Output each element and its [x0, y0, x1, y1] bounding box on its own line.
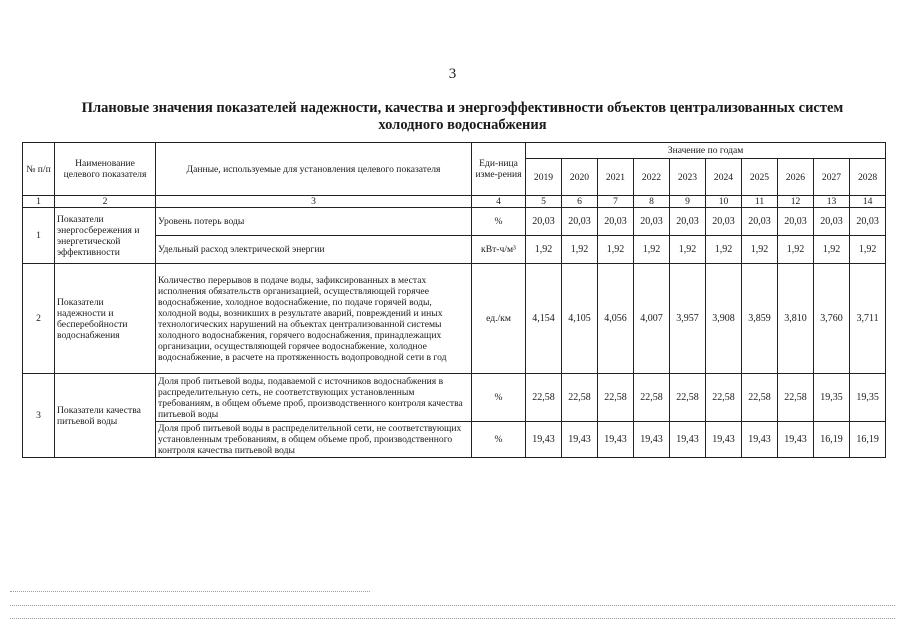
- indicator-unit: кВт-ч/м³: [472, 236, 526, 264]
- indicator-unit: %: [472, 208, 526, 236]
- indicator-data: Количество перерывов в подаче воды, зафиксированных в местах исполнения обязательств организацией, осуществляющей горячее водоснабжение, холодное водоснабжение, по подаче горячей воды, холодной воды, возникших в результате аварий, повреждений и иных технологических нарушений на объектах централизованной системы холодного водоснабжения, горячего водоснабжения, принадлежащих организации, осуществляющей горячее водоснабжение, холодное водоснабжение, в расчете на протяженность водопроводной сети в год: [156, 264, 472, 374]
- table-row: [23, 374, 886, 422]
- page-number: 3: [448, 66, 457, 82]
- value-cell: 22,58: [562, 374, 598, 422]
- value-cell: 20,03: [670, 208, 706, 236]
- column-index-cell: 8: [634, 196, 670, 208]
- value-cell: 19,43: [634, 422, 670, 458]
- indicators-table: [22, 142, 886, 458]
- table-body: [23, 196, 886, 458]
- value-cell: 4,007: [634, 264, 670, 374]
- value-cell: 4,056: [598, 264, 634, 374]
- value-cell: 22,58: [706, 374, 742, 422]
- value-cell: 1,92: [598, 236, 634, 264]
- indicator-name: Показатели надежности и бесперебойности водоснабжения: [55, 264, 156, 374]
- value-cell: 19,43: [526, 422, 562, 458]
- value-cell: 1,92: [706, 236, 742, 264]
- column-index-cell: 10: [706, 196, 742, 208]
- value-cell: 19,43: [598, 422, 634, 458]
- indicator-name: Показатели энергосбережения и энергетической эффективности: [55, 208, 156, 264]
- header-num: № п/п: [23, 143, 55, 196]
- header-year: 2019: [526, 159, 562, 196]
- column-index-cell: 7: [598, 196, 634, 208]
- indicator-data: Уровень потерь воды: [156, 208, 472, 236]
- value-cell: 19,43: [706, 422, 742, 458]
- value-cell: 22,58: [742, 374, 778, 422]
- value-cell: 4,154: [526, 264, 562, 374]
- value-cell: 3,908: [706, 264, 742, 374]
- header-values-by-year: Значение по годам: [526, 143, 886, 159]
- column-index-cell: 5: [526, 196, 562, 208]
- header-year: 2025: [742, 159, 778, 196]
- value-cell: 3,957: [670, 264, 706, 374]
- indicator-unit: %: [472, 422, 526, 458]
- indicator-data: Доля проб питьевой воды, подаваемой с источников водоснабжения в распределительную сеть, не соответствующих установленным требованиям, в общем объеме проб, производственного контроля качества питьевой воды: [156, 374, 472, 422]
- value-cell: 3,760: [814, 264, 850, 374]
- value-cell: 1,92: [814, 236, 850, 264]
- value-cell: 22,58: [526, 374, 562, 422]
- row-number: 2: [23, 264, 55, 374]
- header-year: 2026: [778, 159, 814, 196]
- header-year: 2028: [850, 159, 886, 196]
- value-cell: 1,92: [850, 236, 886, 264]
- column-index-cell: 3: [156, 196, 472, 208]
- row-number: 3: [23, 374, 55, 458]
- indicator-data: Доля проб питьевой воды в распределительной сети, не соответствующих установленным требованиям, в общем объеме проб, производственного контроля качества питьевой воды: [156, 422, 472, 458]
- value-cell: 20,03: [634, 208, 670, 236]
- scan-artifact-line: [10, 618, 895, 619]
- header-year: 2027: [814, 159, 850, 196]
- header-unit: Еди-ница изме-рения: [472, 143, 526, 196]
- table-row: [23, 264, 886, 374]
- column-index-cell: 4: [472, 196, 526, 208]
- value-cell: 20,03: [562, 208, 598, 236]
- value-cell: 20,03: [598, 208, 634, 236]
- column-index-row: [23, 196, 886, 208]
- indicator-data: Удельный расход электрической энергии: [156, 236, 472, 264]
- value-cell: 3,810: [778, 264, 814, 374]
- document-title: [30, 100, 895, 134]
- column-index-cell: 14: [850, 196, 886, 208]
- value-cell: 20,03: [526, 208, 562, 236]
- indicator-name: Показатели качества питьевой воды: [55, 374, 156, 458]
- header-year: 2024: [706, 159, 742, 196]
- value-cell: 1,92: [562, 236, 598, 264]
- title-line-1: Плановые значения показателей надежности, качества и энергоэффективности объектов централизованных систем: [81, 100, 844, 116]
- value-cell: 20,03: [850, 208, 886, 236]
- value-cell: 1,92: [634, 236, 670, 264]
- value-cell: 1,92: [670, 236, 706, 264]
- indicator-unit: %: [472, 374, 526, 422]
- column-index-cell: 2: [55, 196, 156, 208]
- value-cell: 20,03: [742, 208, 778, 236]
- header-data: Данные, используемые для установления целевого показателя: [156, 143, 472, 196]
- value-cell: 22,58: [778, 374, 814, 422]
- indicator-unit: ед./км: [472, 264, 526, 374]
- row-number: 1: [23, 208, 55, 264]
- column-index-cell: 6: [562, 196, 598, 208]
- value-cell: 19,43: [742, 422, 778, 458]
- value-cell: 20,03: [778, 208, 814, 236]
- value-cell: 19,35: [814, 374, 850, 422]
- value-cell: 20,03: [706, 208, 742, 236]
- value-cell: 3,859: [742, 264, 778, 374]
- column-index-cell: 13: [814, 196, 850, 208]
- header-year: 2021: [598, 159, 634, 196]
- title-line-2: холодного водоснабжения: [378, 117, 547, 133]
- header-indicator-name: Наименование целевого показателя: [55, 143, 156, 196]
- header-year: 2023: [670, 159, 706, 196]
- value-cell: 19,35: [850, 374, 886, 422]
- column-index-cell: 12: [778, 196, 814, 208]
- value-cell: 19,43: [562, 422, 598, 458]
- scan-artifact-line: [10, 605, 895, 606]
- value-cell: 1,92: [742, 236, 778, 264]
- column-index-cell: 1: [23, 196, 55, 208]
- value-cell: 20,03: [814, 208, 850, 236]
- value-cell: 4,105: [562, 264, 598, 374]
- column-index-cell: 11: [742, 196, 778, 208]
- header-year: 2022: [634, 159, 670, 196]
- value-cell: 1,92: [526, 236, 562, 264]
- value-cell: 16,19: [850, 422, 886, 458]
- value-cell: 22,58: [634, 374, 670, 422]
- value-cell: 22,58: [670, 374, 706, 422]
- value-cell: 3,711: [850, 264, 886, 374]
- header-year: 2020: [562, 159, 598, 196]
- value-cell: 19,43: [670, 422, 706, 458]
- value-cell: 19,43: [778, 422, 814, 458]
- value-cell: 16,19: [814, 422, 850, 458]
- column-index-cell: 9: [670, 196, 706, 208]
- scan-artifact-line: [10, 591, 370, 592]
- value-cell: 1,92: [778, 236, 814, 264]
- value-cell: 22,58: [598, 374, 634, 422]
- table-row: [23, 208, 886, 236]
